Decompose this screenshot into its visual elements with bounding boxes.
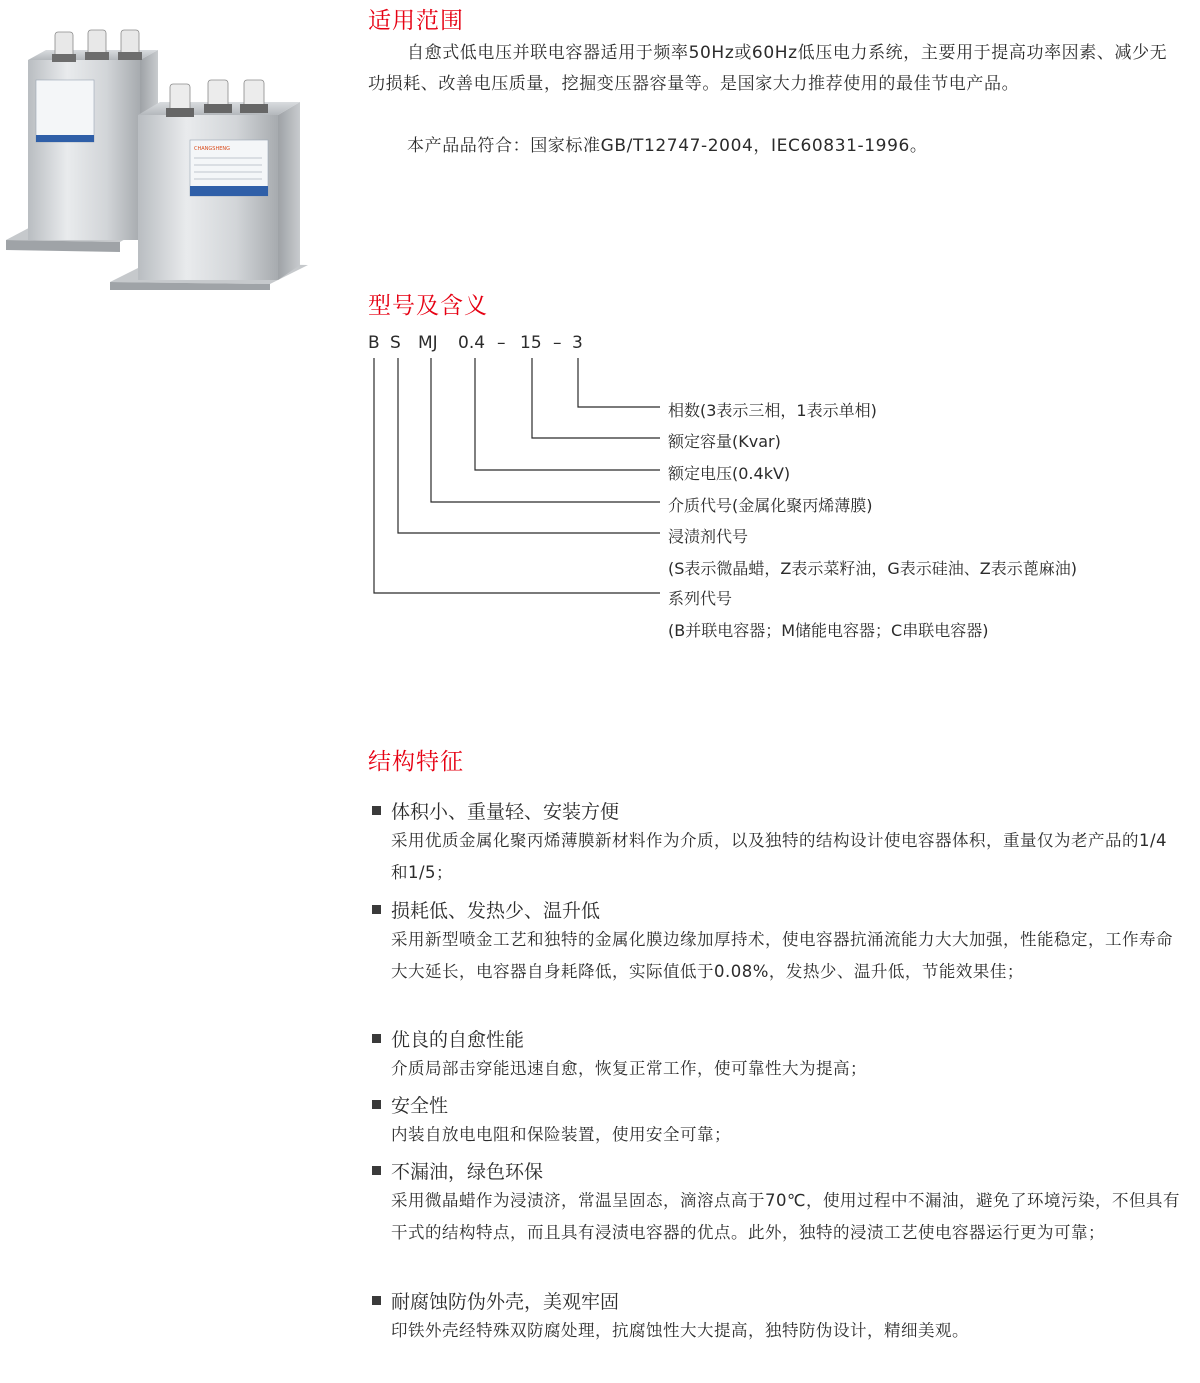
feature-item [368, 795, 1184, 889]
feature-heading: 损耗低、发热少、温升低 [391, 899, 601, 922]
meaning-impregnant-detail: (S表示微晶蜡，Z表示菜籽油，G表示硅油、Z表示蓖麻油) [668, 559, 1077, 578]
meaning-impregnant: 浸渍剂代号 [668, 527, 749, 546]
feature-item [368, 894, 1184, 988]
feature-heading: 优良的自愈性能 [391, 1028, 525, 1051]
feature-heading: 体积小、重量轻、安装方便 [391, 800, 620, 823]
meaning-dielectric: 介质代号(金属化聚丙烯薄膜) [668, 496, 873, 515]
model-code-b: B [368, 333, 380, 353]
feature-description: 采用优质金属化聚丙烯薄膜新材料作为介质，以及独特的结构设计使电容器体积，重量仅为老产品的1/4和1/5； [391, 831, 1168, 882]
feature-description: 采用微晶蜡作为浸渍济，常温呈固态，滴溶点高于70℃，使用过程中不漏油，避免了环境污染，不但具有干式的结构特点，而且具有浸渍电容器的优点。此外，独特的浸渍工艺使电容器运行更为可靠； [391, 1191, 1181, 1242]
model-code-connector-lines [360, 355, 660, 605]
meaning-voltage: 额定电压(0.4kV) [668, 464, 791, 483]
model-code-mj: MJ [418, 333, 438, 353]
model-code-s: S [390, 333, 401, 353]
feature-item [368, 1089, 1184, 1151]
model-title: 型号及含义 [368, 293, 488, 319]
square-bullet-icon [372, 905, 381, 914]
model-code-voltage: 0.4 [458, 333, 486, 353]
model-code-capacity: 15 [520, 333, 542, 353]
feature-description: 采用新型喷金工艺和独特的金属化膜边缘加厚持术，使电容器抗涌流能力大大加强，性能稳定，工作寿命大大延长，电容器自身耗降低，实际值低于0.08%，发热少、温升低，节能效果佳； [391, 930, 1173, 981]
square-bullet-icon [372, 1034, 381, 1043]
feature-heading: 耐腐蚀防伪外壳，美观牢固 [391, 1290, 620, 1313]
square-bullet-icon [372, 806, 381, 815]
model-code-dash-1: – [497, 333, 506, 353]
feature-description: 内装自放电电阻和保险装置，使用安全可靠； [391, 1125, 731, 1144]
feature-item [368, 1285, 1184, 1347]
feature-description: 介质局部击穿能迅速自愈，恢复正常工作，使可靠性大为提高； [391, 1059, 867, 1078]
feature-item [368, 1023, 1184, 1085]
square-bullet-icon [372, 1166, 381, 1175]
meaning-series: 系列代号 [668, 589, 733, 608]
model-code-dash-2: – [553, 333, 562, 353]
square-bullet-icon [372, 1100, 381, 1109]
scope-paragraph-2: 本产品品符合：国家标准GB/T12747-2004，IEC60831-1996。 [407, 136, 928, 156]
features-title: 结构特征 [368, 749, 464, 775]
product-label-brand: CHANGSHENG [194, 146, 230, 152]
scope-title: 适用范围 [368, 8, 464, 34]
feature-item [368, 1155, 1184, 1249]
scope-paragraph-1: 自愈式低电压并联电容器适用于频率50Hz或60Hz低压电力系统，主要用于提高功率因素、减少无功损耗、改善电压质量，挖掘变压器容量等。是国家大力推荐使用的最佳节电产品。 [368, 43, 1168, 94]
feature-heading: 安全性 [391, 1094, 449, 1117]
feature-heading: 不漏油，绿色环保 [391, 1160, 544, 1183]
meaning-capacity: 额定容量(Kvar) [668, 432, 781, 451]
meaning-series-detail: (B并联电容器；M储能电容器；C串联电容器) [668, 621, 989, 640]
model-code-phase: 3 [572, 333, 583, 353]
back-capacitor [6, 30, 158, 252]
feature-description: 印铁外壳经特殊双防腐处理，抗腐蚀性大大提高，独特防伪设计，精细美观。 [391, 1321, 969, 1340]
capacitor-product-image [0, 10, 330, 290]
square-bullet-icon [372, 1296, 381, 1305]
meaning-phase: 相数(3表示三相，1表示单相) [668, 401, 877, 420]
